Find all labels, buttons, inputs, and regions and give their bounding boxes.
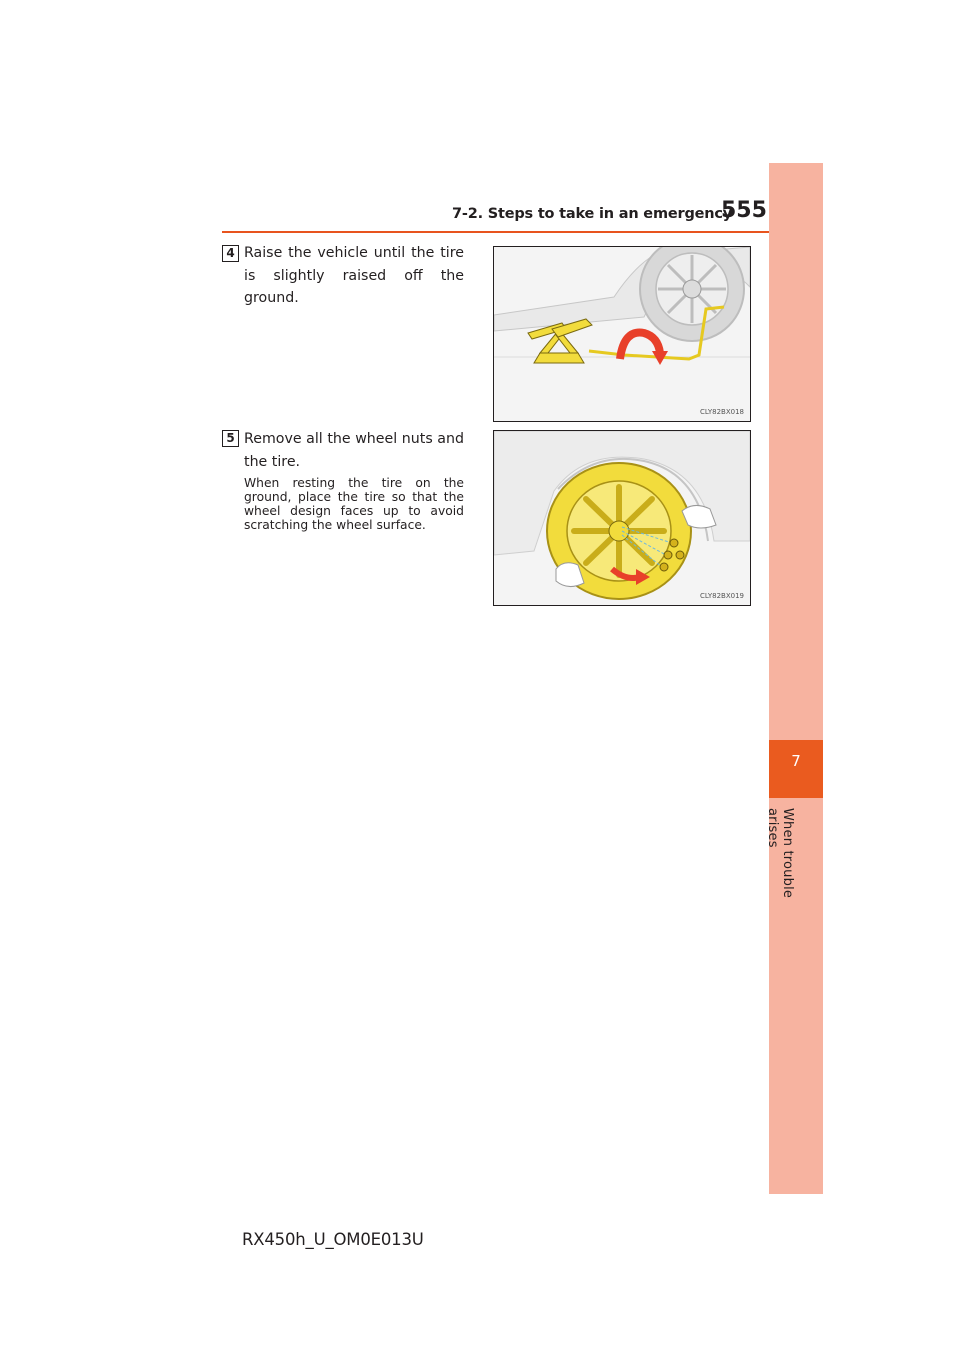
chapter-side-tab [765,163,823,1194]
document-code: RX450h_U_OM0E013U [242,1230,424,1249]
step-number-badge: 5 [222,430,239,447]
header-rule [222,231,822,233]
step-4-text: Raise the vehicle until the tire is slightly raised off the ground. [244,245,464,306]
figure-code: CLY82BX019 [700,592,744,600]
step-5-note: When resting the tire on the ground, place the tire so that the wheel design faces up to avoid scratching the wheel surface. [244,476,464,532]
step-4-figure [493,246,751,422]
chapter-label: When trouble arises [765,808,795,899]
tire-removal-illustration [494,431,750,605]
section-title: 7-2. Steps to take in an emergency [452,206,733,222]
chapter-number: 7 [791,752,801,770]
step-number-badge: 4 [222,245,239,262]
jack-raising-illustration [494,247,750,421]
step-5-figure [493,430,751,606]
page-number: 555 [721,198,767,223]
step-5-text: Remove all the wheel nuts and the tire. [244,431,464,470]
figure-code: CLY82BX018 [700,408,744,416]
